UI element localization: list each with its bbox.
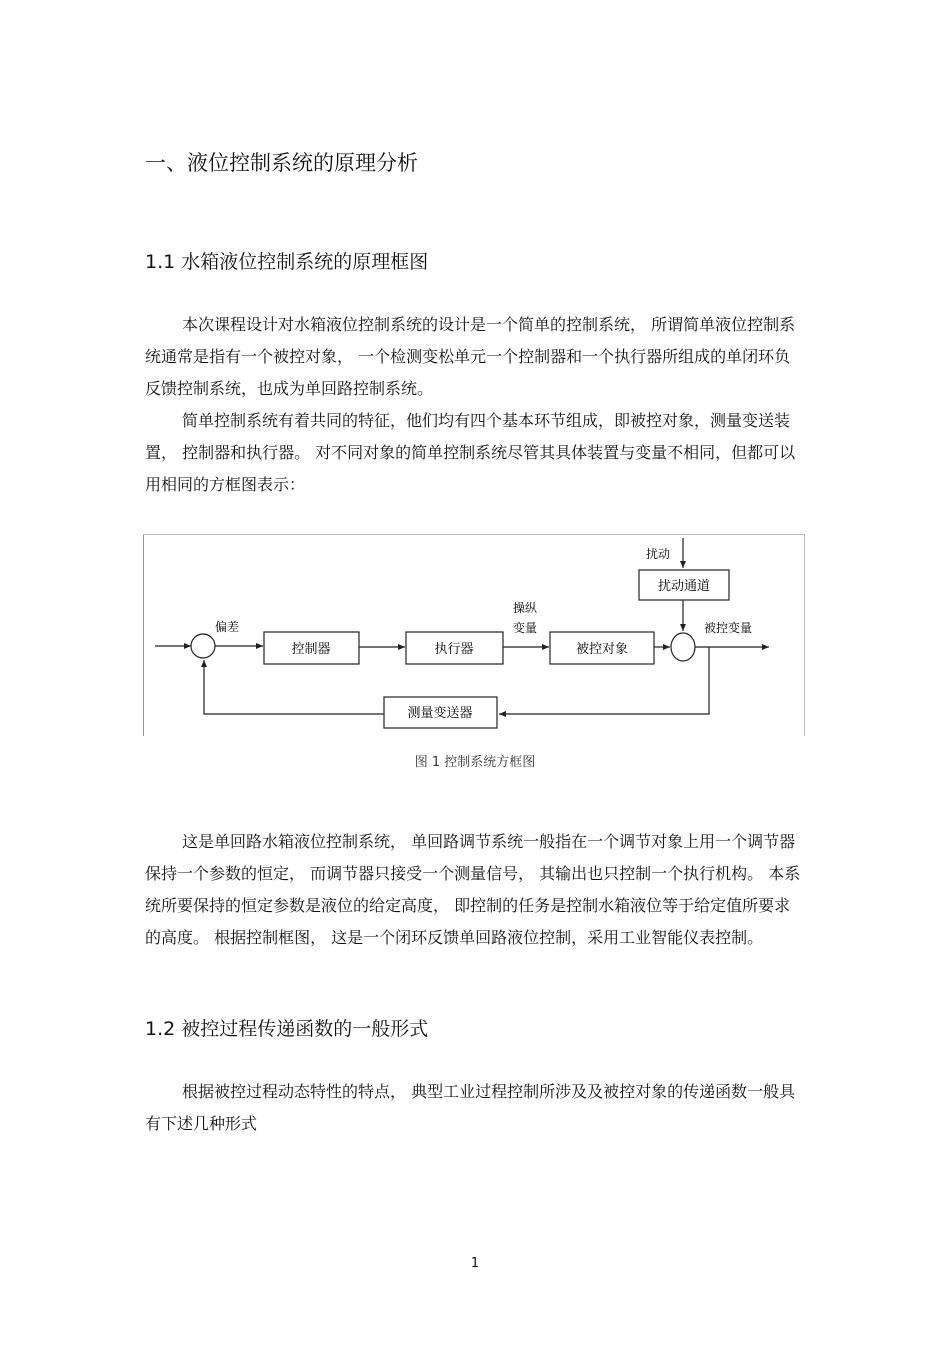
paragraph-3: 这是单回路水箱液位控制系统， 单回路调节系统一般指在一个调节对象上用一个调节器保持一个参数的恒定， 而调节器只接受一个测量信号， 其输出也只控制一个执行机构。 本系统所要保持的恒定参数是液位的给定高度， 即控制的任务是控制水箱液位等于给定值所要求的高度。 根据控制框图， 这是一个闭环反馈单回路液位控制，采用工业智能仪表控制。 (145, 832, 801, 947)
disturbance-channel-label: 扰动通道 (657, 579, 711, 594)
controller-label: 控制器 (291, 642, 331, 657)
page-number: 1 (470, 1256, 480, 1271)
block-diagram (143, 534, 805, 736)
chapter-heading: 一、液位控制系统的原理分析 (145, 151, 418, 175)
section-1-1-body (145, 309, 805, 501)
controlled-object-label: 被控对象 (575, 642, 629, 657)
paragraph-4: 根据被控过程动态特性的特点， 典型工业过程控制所涉及及被控对象的传递函数一般具有下述几种形式 (145, 1082, 796, 1133)
section-1-2-title: 1.2 被控过程传递函数的一般形式 (145, 1018, 429, 1040)
section-1-1-title: 1.1 水箱液位控制系统的原理框图 (145, 251, 429, 273)
controlled-variable-label: 被控变量 (704, 621, 753, 635)
block-diagram-svg (143, 534, 805, 736)
summing-junction-disturbance (671, 633, 695, 661)
feedback-arrow-to-junction (204, 660, 384, 714)
actuator-label: 执行器 (434, 642, 474, 657)
manipulated-variable-label-2: 变量 (513, 621, 538, 635)
disturbance-label: 扰动 (646, 547, 671, 561)
paragraph-1: 本次课程设计对水箱液位控制系统的设计是一个简单的控制系统， 所谓简单液位控制系统通常是指有一个被控对象， 一个检测变松单元一个控制器和一个执行器所组成的单闭环负反馈控制系统，也成为单回路控制系统。 (145, 315, 796, 398)
summing-junction-input (191, 634, 215, 658)
figure-caption: 图 1 控制系统方框图 (414, 755, 536, 770)
section-1-1-explanation (145, 826, 805, 954)
transmitter-label: 测量变送器 (407, 706, 473, 721)
paragraph-2: 简单控制系统有着共同的特征，他们均有四个基本环节组成，即被控对象，测量变送装置， 控制器和执行器。 对不同对象的简单控制系统尽管其具体装置与变量不相同，但都可以用相同的方框图表示： (145, 411, 796, 494)
section-1-2-body (145, 1076, 805, 1140)
deviation-label: 偏差 (215, 620, 240, 634)
manipulated-variable-label-1: 操纵 (513, 601, 538, 615)
